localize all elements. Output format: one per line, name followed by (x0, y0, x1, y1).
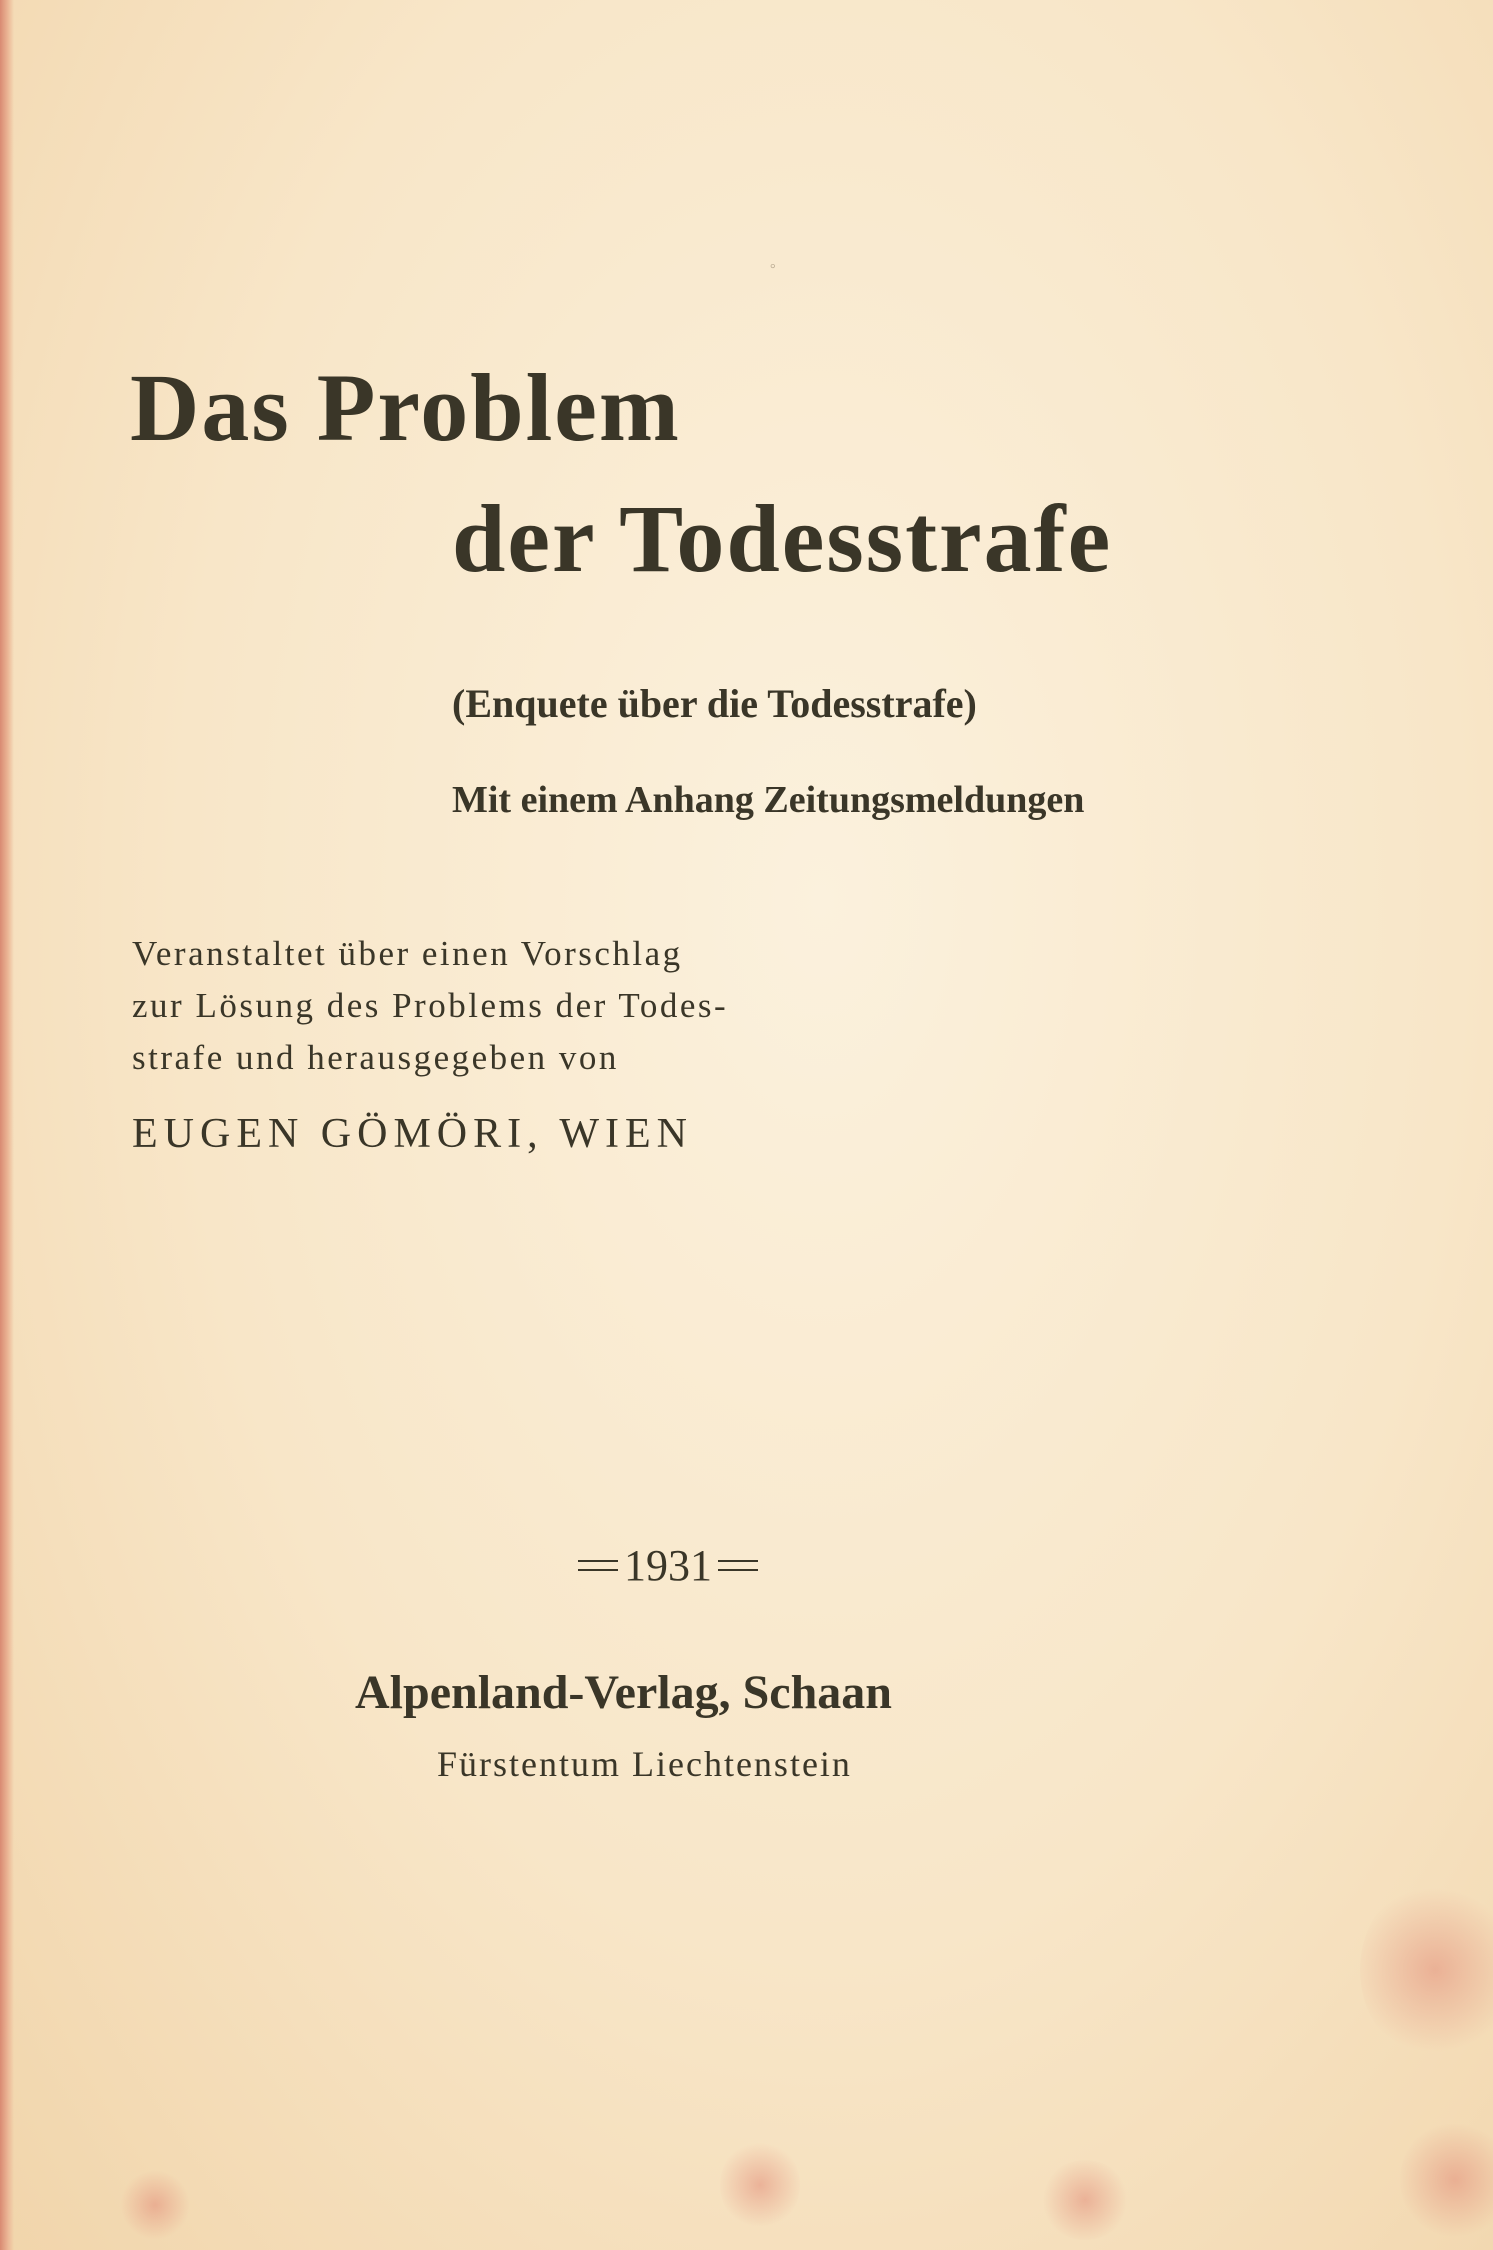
foxing-stain (720, 2140, 800, 2230)
foxing-stain (1360, 1880, 1493, 2060)
foxing-stain (1040, 2160, 1130, 2240)
description-block (132, 928, 728, 1084)
subtitle: (Enquete über die Todesstrafe) (452, 681, 977, 726)
description-line: strafe und herausgegeben von (132, 1038, 619, 1077)
description-line: zur Lösung des Problems der Todes- (132, 986, 729, 1025)
year-rule-right (718, 1560, 758, 1571)
pencil-mark: ° (770, 262, 776, 277)
page-edge-stain (0, 0, 14, 2250)
title-line-2: der Todesstrafe (452, 485, 1113, 592)
title-line-1: Das Problem (130, 354, 681, 461)
year-rule-left (578, 1560, 618, 1571)
appendix-note: Mit einem Anhang Zeitungsmeldungen (452, 779, 1085, 821)
publisher-name: Alpenland-Verlag, Schaan (355, 1666, 892, 1719)
foxing-stain (1400, 2120, 1493, 2240)
publication-year: 1931 (624, 1540, 712, 1590)
publisher-place: Fürstentum Liechtenstein (437, 1744, 852, 1784)
description-line: Veranstaltet über einen Vorschlag (132, 934, 683, 973)
year-block (558, 1535, 778, 1595)
author: EUGEN GÖMÖRI, WIEN (132, 1111, 693, 1157)
foxing-stain (120, 2170, 190, 2240)
